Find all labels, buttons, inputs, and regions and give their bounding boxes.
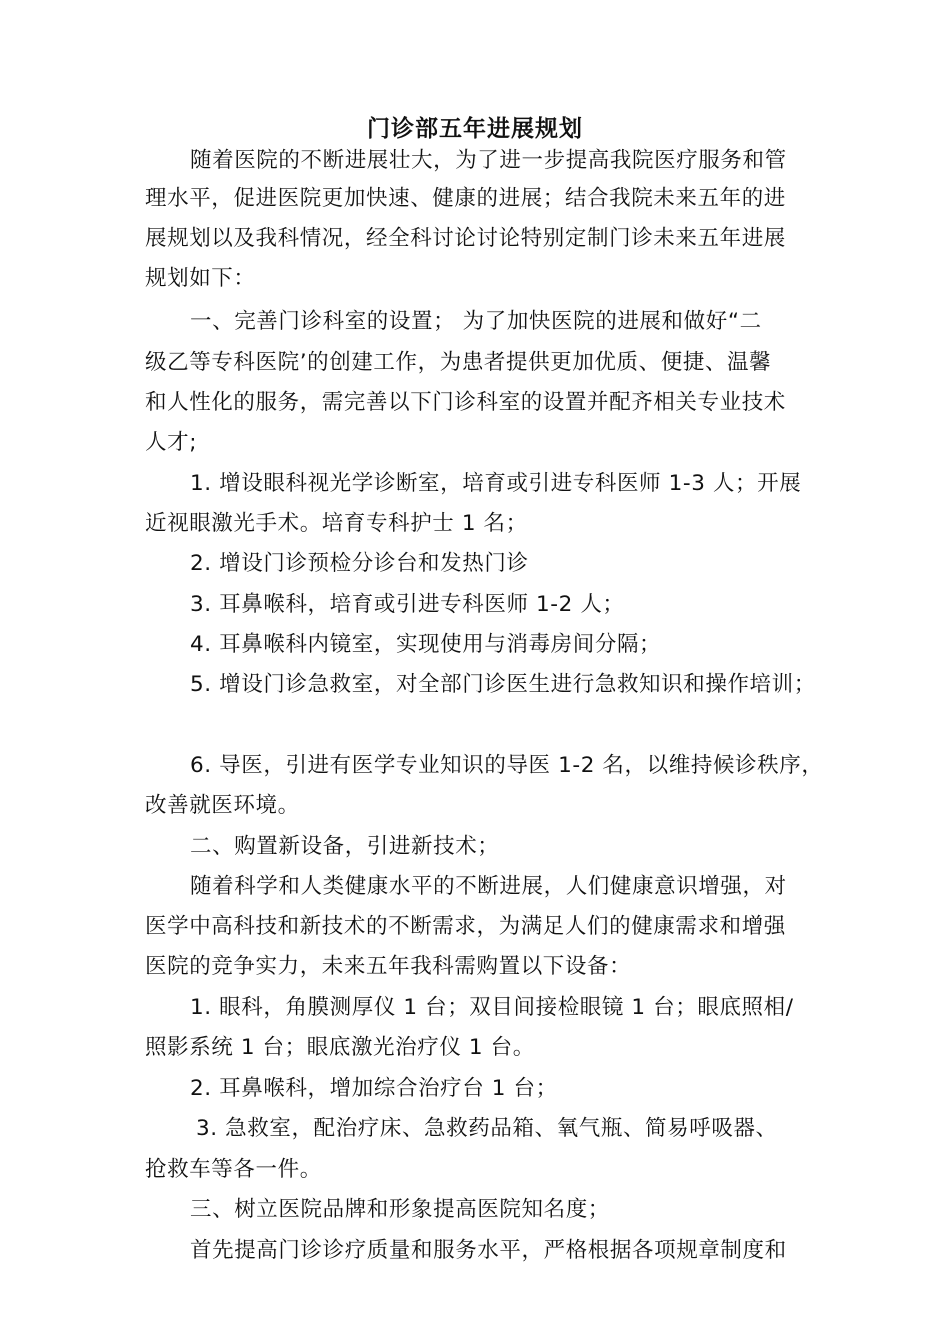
list-item-line: 2. 耳鼻喉科，增加综合治疗台 1 台；	[190, 1076, 558, 1101]
list-item-line: 抢救车等各一件。	[145, 1157, 322, 1182]
list-item-line: 1. 增设眼科视光学诊断室，培育或引进专科医师 1-3 人；开展	[190, 471, 802, 496]
section-heading-line: 一、完善门诊科室的设置； 为了加快医院的进展和做好“二	[190, 309, 762, 334]
paragraph-line: 医学中高科技和新技术的不断需求，为满足人们的健康需求和增强	[145, 914, 786, 939]
paragraph-line: 首先提高门诊诊疗质量和服务水平，严格根据各项规章制度和	[190, 1238, 787, 1263]
paragraph-line: 人才;	[145, 430, 198, 455]
document-title: 门诊部五年进展规划	[367, 116, 583, 142]
section-heading-line: 二、购置新设备，引进新技术；	[190, 834, 500, 859]
list-item-line: 照影系统 1 台；眼底激光治疗仪 1 台。	[145, 1035, 535, 1060]
list-item-line: 6. 导医，引进有医学专业知识的导医 1-2 名，以维持候诊秩序，	[190, 753, 824, 778]
list-item-line: 4. 耳鼻喉科内镜室，实现使用与消毒房间分隔；	[190, 632, 662, 657]
paragraph-line: 理水平，促进医院更加快速、健康的进展；结合我院未来五年的进	[145, 186, 786, 211]
paragraph-line: 和人性化的服务，需完善以下门诊科室的设置并配齐相关专业技术	[145, 390, 786, 415]
paragraph-line: 医院的竞争实力，未来五年我科需购置以下设备：	[145, 954, 632, 979]
list-item-line: 5. 增设门诊急救室，对全部门诊医生进行急救知识和操作培训；	[190, 672, 816, 697]
paragraph-line: 规划如下：	[145, 266, 256, 291]
paragraph-line: 级乙等专科医院’的创建工作，为患者提供更加优质、便捷、温馨	[145, 350, 772, 375]
list-item-line: 1. 眼科，角膜测厚仪 1 台；双目间接检眼镜 1 台；眼底照相/	[190, 995, 794, 1020]
list-item-line: 2. 增设门诊预检分诊台和发热门诊	[190, 551, 529, 576]
section-heading-line: 三、树立医院品牌和形象提高医院知名度；	[190, 1197, 610, 1222]
list-item-line: 改善就医环境。	[145, 793, 300, 818]
paragraph-line: 展规划以及我科情况，经全科讨论讨论特别定制门诊未来五年进展	[145, 226, 786, 251]
list-item-line: 3. 急救室，配治疗床、急救药品箱、氧气瓶、简易呼吸器、	[196, 1116, 778, 1141]
list-item-line: 3. 耳鼻喉科，培育或引进专科医师 1-2 人；	[190, 592, 625, 617]
paragraph-line: 随着科学和人类健康水平的不断进展，人们健康意识增强，对	[190, 874, 787, 899]
list-item-line: 近视眼激光手术。培育专科护士 1 名；	[145, 511, 528, 536]
paragraph-line: 随着医院的不断进展壮大，为了进一步提高我院医疗服务和管	[190, 148, 787, 173]
